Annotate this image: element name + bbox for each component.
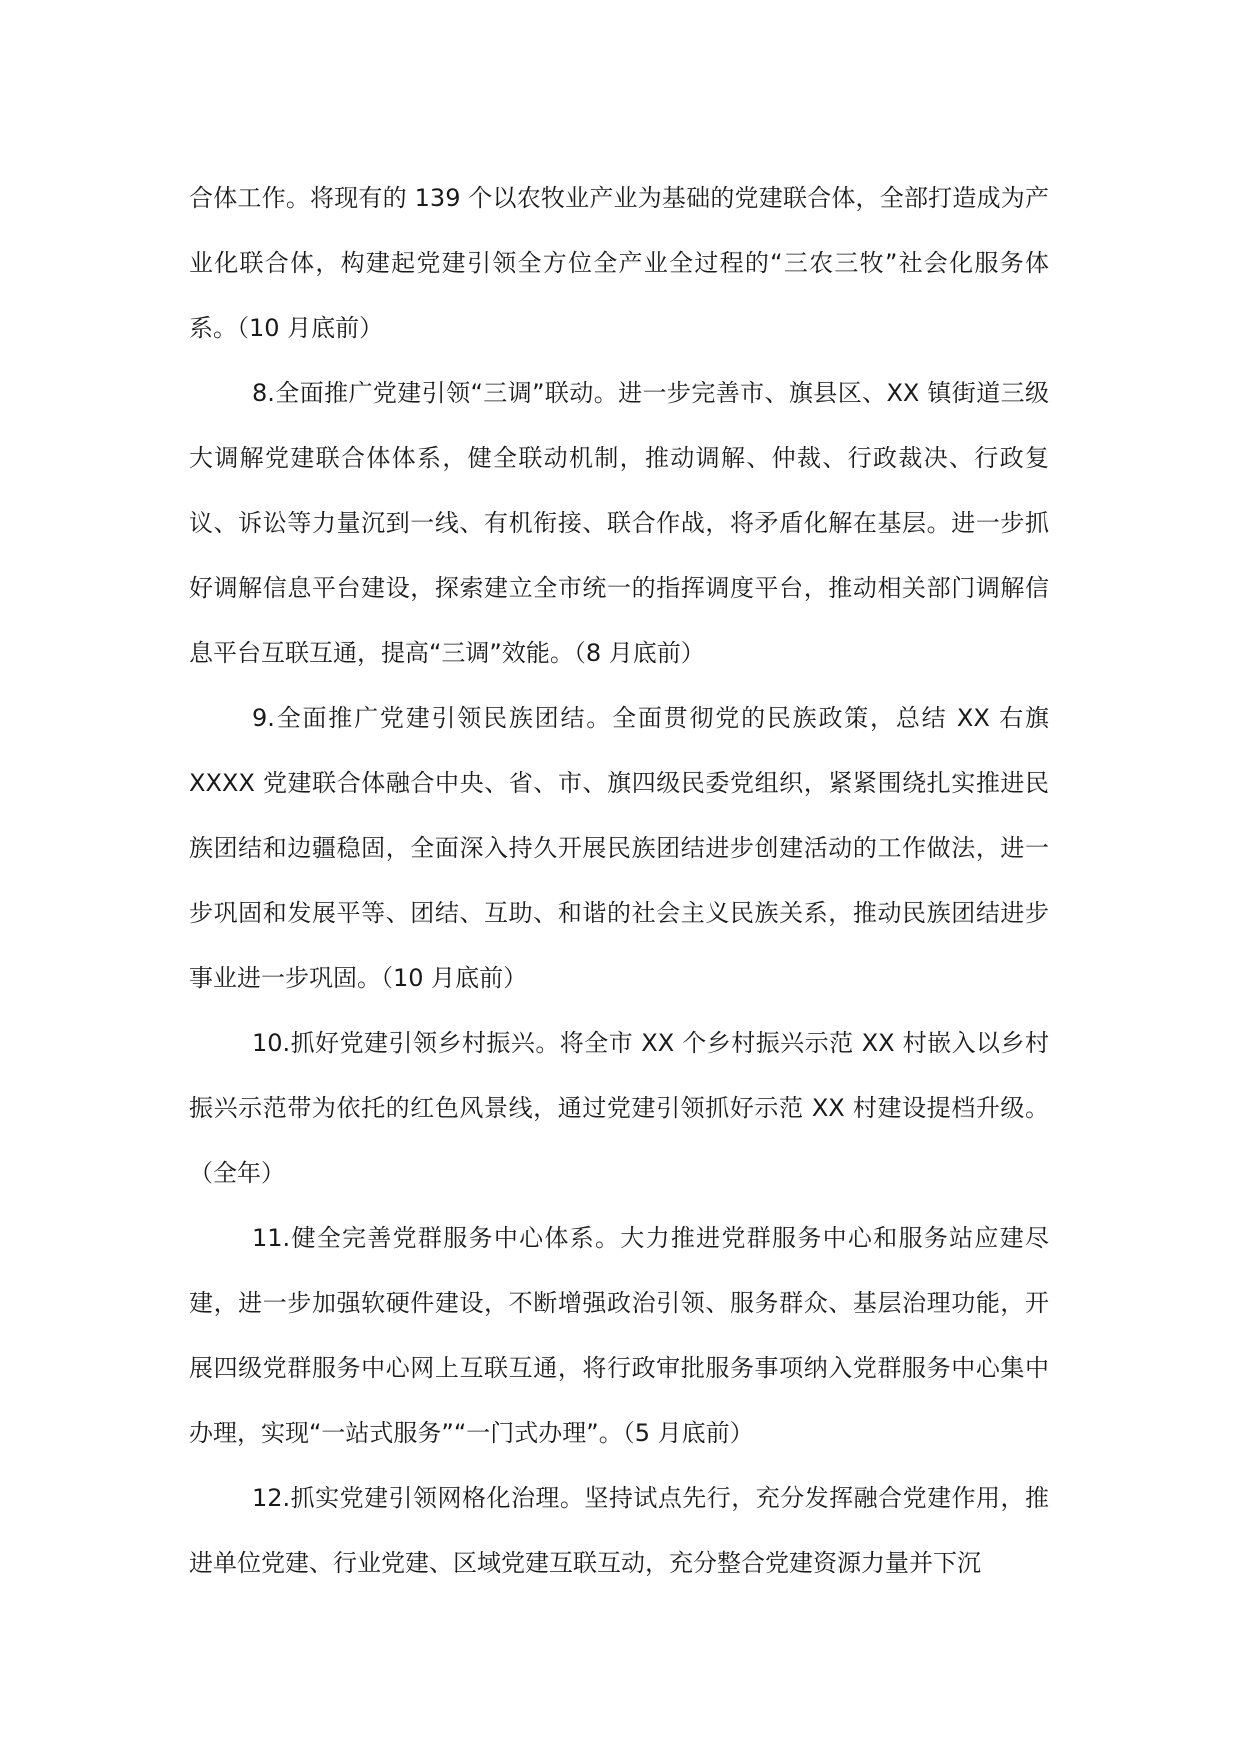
paragraph-item-11: 11.健全完善党群服务中心体系。大力推进党群服务中心和服务站应建尽建，进一步加强软硬件建设，不断增强政治引领、服务群众、基层治理功能，开展四级党群服务中心网上互联互通，将行政审批服务事项纳入党群服务中心集中办理，实现“一站式服务”“一门式办理”。（5 月底前） bbox=[189, 1224, 1049, 1447]
document-body bbox=[189, 166, 1049, 1596]
paragraph-item-12: 12.抓实党建引领网格化治理。坚持试点先行，充分发挥融合党建作用，推进单位党建、行业党建、区域党建互联互动，充分整合党建资源力量并下沉 bbox=[189, 1484, 1049, 1577]
paragraph-item-9: 9.全面推广党建引领民族团结。全面贯彻党的民族政策，总结 XX 右旗 XXXX 党建联合体融合中央、省、市、旗四级民委党组织，紧紧围绕扎实推进民族团结和边疆稳固，全面深入持久开展民族团结进步创建活动的工作做法，进一步巩固和发展平等、团结、互助、和谐的社会主义民族关系，推动民族团结进步事业进一步巩固。（10 月底前） bbox=[189, 704, 1049, 992]
paragraph-item-10: 10.抓好党建引领乡村振兴。将全市 XX 个乡村振兴示范 XX 村嵌入以乡村振兴示范带为依托的红色风景线，通过党建引领抓好示范 XX 村建设提档升级。（全年） bbox=[189, 1029, 1049, 1187]
paragraph-item-8: 8.全面推广党建引领“三调”联动。进一步完善市、旗县区、XX 镇街道三级大调解党建联合体体系，健全联动机制，推动调解、仲裁、行政裁决、行政复议、诉讼等力量沉到一线、有机衔接、联合作战，将矛盾化解在基层。进一步抓好调解信息平台建设，探索建立全市统一的指挥调度平台，推动相关部门调解信息平台互联互通，提高“三调”效能。（8 月底前） bbox=[189, 379, 1049, 667]
paragraph-continuation: 合体工作。将现有的 139 个以农牧业产业为基础的党建联合体，全部打造成为产业化联合体，构建起党建引领全方位全产业全过程的“三农三牧”社会化服务体系。（10 月底前） bbox=[189, 184, 1049, 342]
